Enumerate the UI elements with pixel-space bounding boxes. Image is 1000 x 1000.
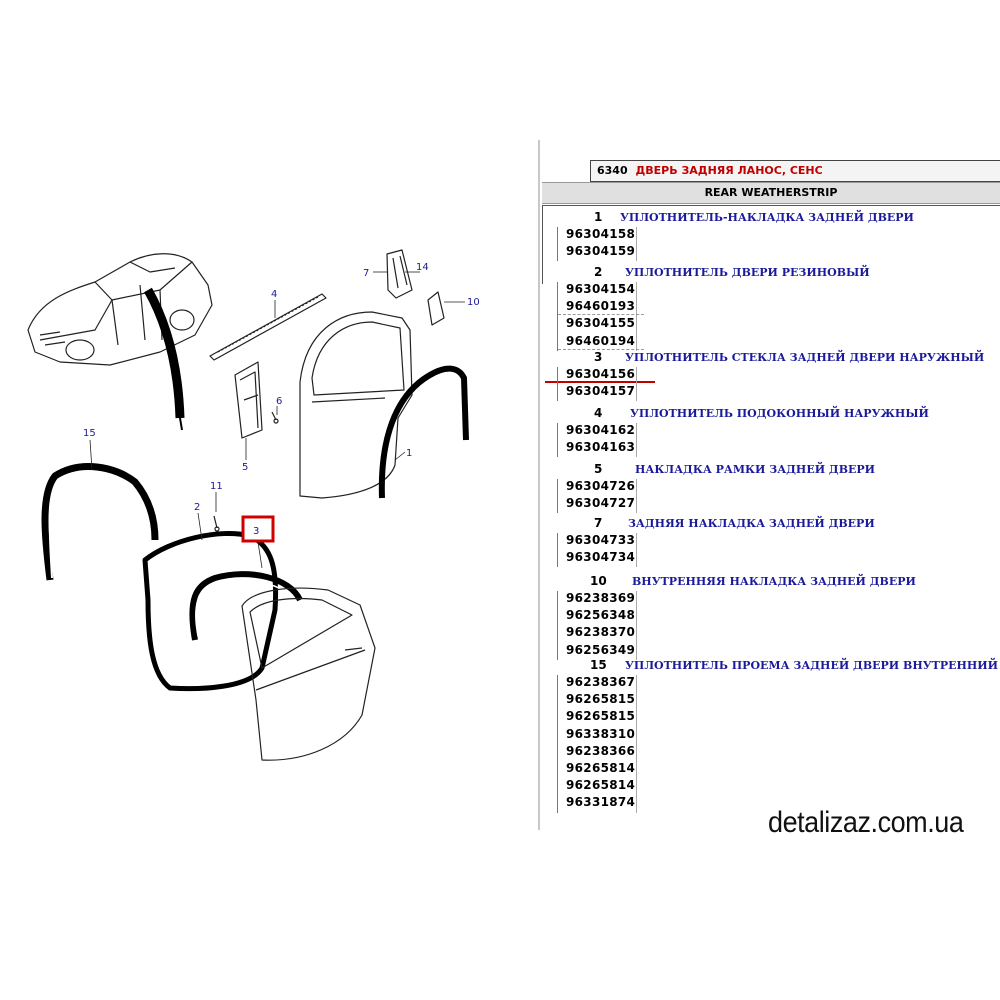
rear-door-lower [242, 588, 375, 760]
group-name: УПЛОТНИТЕЛЬ ПРОЕМА ЗАДНЕЙ ДВЕРИ ВНУТРЕННИЙ [625, 659, 999, 672]
group-number: 2 [594, 265, 603, 279]
part-column-rule [557, 367, 558, 401]
part-column-rule [557, 479, 558, 513]
group-number: 3 [594, 350, 603, 364]
part-column-rule-right [636, 423, 637, 457]
part-column-rule [557, 675, 558, 813]
callout-2: 2 [194, 502, 201, 513]
callout-5: 5 [242, 462, 249, 473]
part-column-rule [557, 227, 558, 261]
group-number: 5 [594, 462, 603, 476]
group-number: 1 [594, 210, 603, 224]
callout-15: 15 [83, 428, 96, 439]
part-number[interactable]: 96460193 [566, 299, 636, 314]
part-number[interactable]: 96238369 [566, 591, 636, 605]
part-column-rule-right [636, 479, 637, 513]
part-number[interactable]: 96304734 [566, 550, 636, 565]
site-watermark: detalizaz.com.ua [768, 806, 964, 839]
group-name: ВНУТРЕННЯЯ НАКЛАДКА ЗАДНЕЙ ДВЕРИ [632, 575, 916, 588]
callout-3: 3 [253, 526, 260, 537]
part-number[interactable]: 96304156 [566, 367, 636, 381]
group-name: УПЛОТНИТЕЛЬ СТЕКЛА ЗАДНЕЙ ДВЕРИ НАРУЖНЫЙ [625, 351, 985, 364]
part-number[interactable]: 96265814 [566, 761, 636, 775]
group-name: УПЛОТНИТЕЛЬ-НАКЛАДКА ЗАДНЕЙ ДВЕРИ [620, 211, 914, 224]
part-number[interactable]: 96304159 [566, 244, 636, 259]
part-number[interactable]: 96265815 [566, 692, 636, 707]
part-column-rule [557, 533, 558, 567]
callout-14: 14 [416, 262, 429, 273]
callout-1: 1 [406, 448, 413, 459]
part-column-rule [557, 591, 558, 660]
part-number[interactable]: 96238366 [566, 743, 636, 758]
callout-4: 4 [271, 289, 278, 300]
part-number[interactable]: 96256349 [566, 642, 636, 657]
part-number[interactable]: 96338310 [566, 726, 636, 741]
car-icon [28, 254, 212, 365]
group-number: 7 [594, 516, 603, 530]
part-number[interactable]: 96265815 [566, 709, 636, 724]
part-number[interactable]: 96304158 [566, 227, 636, 241]
section-title: REAR WEATHERSTRIP [542, 182, 1000, 204]
group-number: 4 [594, 406, 603, 420]
part-column-rule-right [636, 675, 637, 813]
callout-7: 7 [363, 268, 370, 279]
part-number[interactable]: 96304162 [566, 423, 636, 437]
part-number[interactable]: 96265814 [566, 778, 636, 793]
row-separator [558, 314, 644, 315]
part-number[interactable]: 96238367 [566, 675, 636, 689]
group-number: 15 [590, 658, 607, 672]
group-name: УПЛОТНИТЕЛЬ ДВЕРИ РЕЗИНОВЫЙ [625, 266, 870, 279]
callout-10: 10 [467, 297, 480, 308]
part-number[interactable]: 96304726 [566, 479, 636, 493]
group-number: 10 [590, 574, 607, 588]
part-column-rule-right [636, 227, 637, 261]
group-name: УПЛОТНИТЕЛЬ ПОДОКОННЫЙ НАРУЖНЫЙ [630, 407, 929, 420]
part-number[interactable]: 96304157 [566, 384, 636, 399]
part-column-rule-right [636, 533, 637, 567]
group-name: ЗАДНЯЯ НАКЛАДКА ЗАДНЕЙ ДВЕРИ [628, 517, 875, 530]
rear-door-frame-upper [300, 312, 412, 498]
part-number[interactable]: 96304155 [566, 316, 636, 331]
part-column-rule-right [636, 367, 637, 401]
part-number[interactable]: 96304727 [566, 496, 636, 511]
part-column-rule-right [636, 591, 637, 660]
part-number[interactable]: 96256348 [566, 608, 636, 623]
group-name: НАКЛАДКА РАМКИ ЗАДНЕЙ ДВЕРИ [635, 463, 876, 476]
part-column-rule [557, 282, 558, 351]
part-number[interactable]: 96304154 [566, 282, 636, 296]
part-number[interactable]: 96304163 [566, 440, 636, 455]
selected-part-marker [545, 381, 655, 383]
callout-6: 6 [276, 396, 283, 407]
group-title: ДВЕРЬ ЗАДНЯЯ ЛАНОС, СЕНС [635, 164, 823, 177]
part-column-rule-right [636, 282, 637, 351]
group-code: 6340 [597, 164, 628, 177]
callout-11: 11 [210, 481, 223, 492]
part-number[interactable]: 96238370 [566, 625, 636, 640]
part-number[interactable]: 96331874 [566, 795, 636, 810]
part-number[interactable]: 96304733 [566, 533, 636, 547]
part-column-rule [557, 423, 558, 457]
part-number[interactable]: 96460194 [566, 333, 636, 348]
